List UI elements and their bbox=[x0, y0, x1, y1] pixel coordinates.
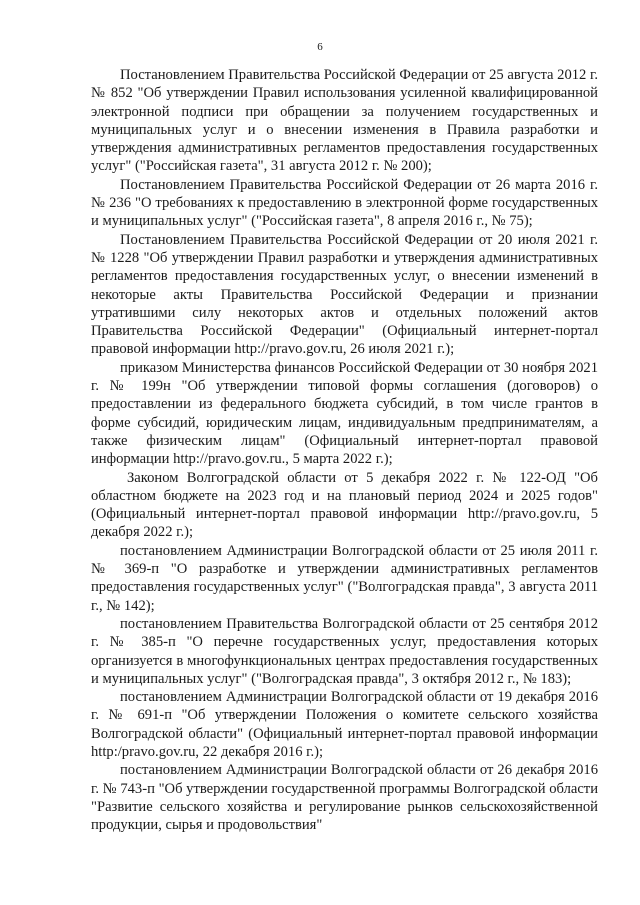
paragraph-decree-852: Постановлением Правительства Российской Федерации от 25 августа 2012 г. № 852 "Об утверждении Правил использования усиленной квалифицированной электронной подписи при обращении за получением государственных и муниципальных услуг и о внесении изменения в Правила разработки и утверждения административных регламентов предоставления государственных услуг" ("Российская газета", 31 августа 2012 г. № 200); bbox=[91, 67, 598, 175]
paragraph-law-122-od: Законом Волгоградской области от 5 декабря 2022 г. № 122-ОД "Об областном бюджете на 2023 год и на плановый период 2024 и 2025 годов" (Официальный интернет-портал правовой информации http://pravo.gov.ru, 5 декабря 2022 г.); bbox=[91, 469, 598, 541]
paragraph-resolution-691p: постановлением Администрации Волгоградской области от 19 декабря 2016 г. № 691-п "Об утверждении Положения о комитете сельского хозяйства Волгоградской области" (Официальный интернет-портал правовой информации http:/pravo.gov.ru, 22 декабря 2016 г.); bbox=[91, 689, 598, 760]
paragraph-resolution-743p: постановлением Администрации Волгоградской области от 26 декабря 2016 г. № 743-п "Об утверждении государственной программы Волгоградской области "Развитие сельского хозяйства и регулирование рынков сельскохозяйственной продукции, сырья и продовольствия" bbox=[91, 762, 598, 834]
document-body bbox=[91, 66, 598, 834]
paragraph-resolution-385p: постановлением Правительства Волгоградской области от 25 сентября 2012 г. № 385-п "О перечне государственных услуг, предоставления которых организуется в многофункциональных центрах предоставления государственных и муниципальных услуг" ("Волгоградская правда", 3 октября 2012 г., № 183); bbox=[91, 615, 598, 687]
paragraph-resolution-369p: постановлением Администрации Волгоградской области от 25 июля 2011 г. № 369-п "О разработке и утверждении административных регламентов предоставления государственных услуг" ("Волгоградская правда", 3 августа 2011 г., № 142); bbox=[91, 542, 598, 614]
page-number: 6 bbox=[317, 41, 323, 53]
paragraph-order-199n: приказом Министерства финансов Российской Федерации от 30 ноября 2021 г. № 199н "Об утверждении типовой формы соглашения (договоров) о предоставлении из федерального бюджета субсидий, в том числе грантов в форме субсидий, юридическим лицам, индивидуальным предпринимателям, а также физическим лицам" (Официальный интернет-портал правовой информации http://pravo.gov.ru., 5 марта 2022 г.); bbox=[91, 359, 598, 468]
paragraph-decree-236: Постановлением Правительства Российской Федерации от 26 марта 2016 г. № 236 "О требованиях к предоставлению в электронной форме государственных и муниципальных услуг" ("Российская газета", 8 апреля 2016 г., № 75); bbox=[91, 176, 598, 230]
paragraph-decree-1228: Постановлением Правительства Российской Федерации от 20 июля 2021 г. № 1228 "Об утверждении Правил разработки и утверждения административных регламентов предоставления государственных услуг, о внесении изменений в некоторые акты Правительства Российской Федерации и признании утратившими силу некоторых актов и отдельных положений актов Правительства Российской Федерации" (Официальный интернет-портал правовой информации http://pravo.gov.ru, 26 июля 2021 г.); bbox=[91, 231, 598, 358]
